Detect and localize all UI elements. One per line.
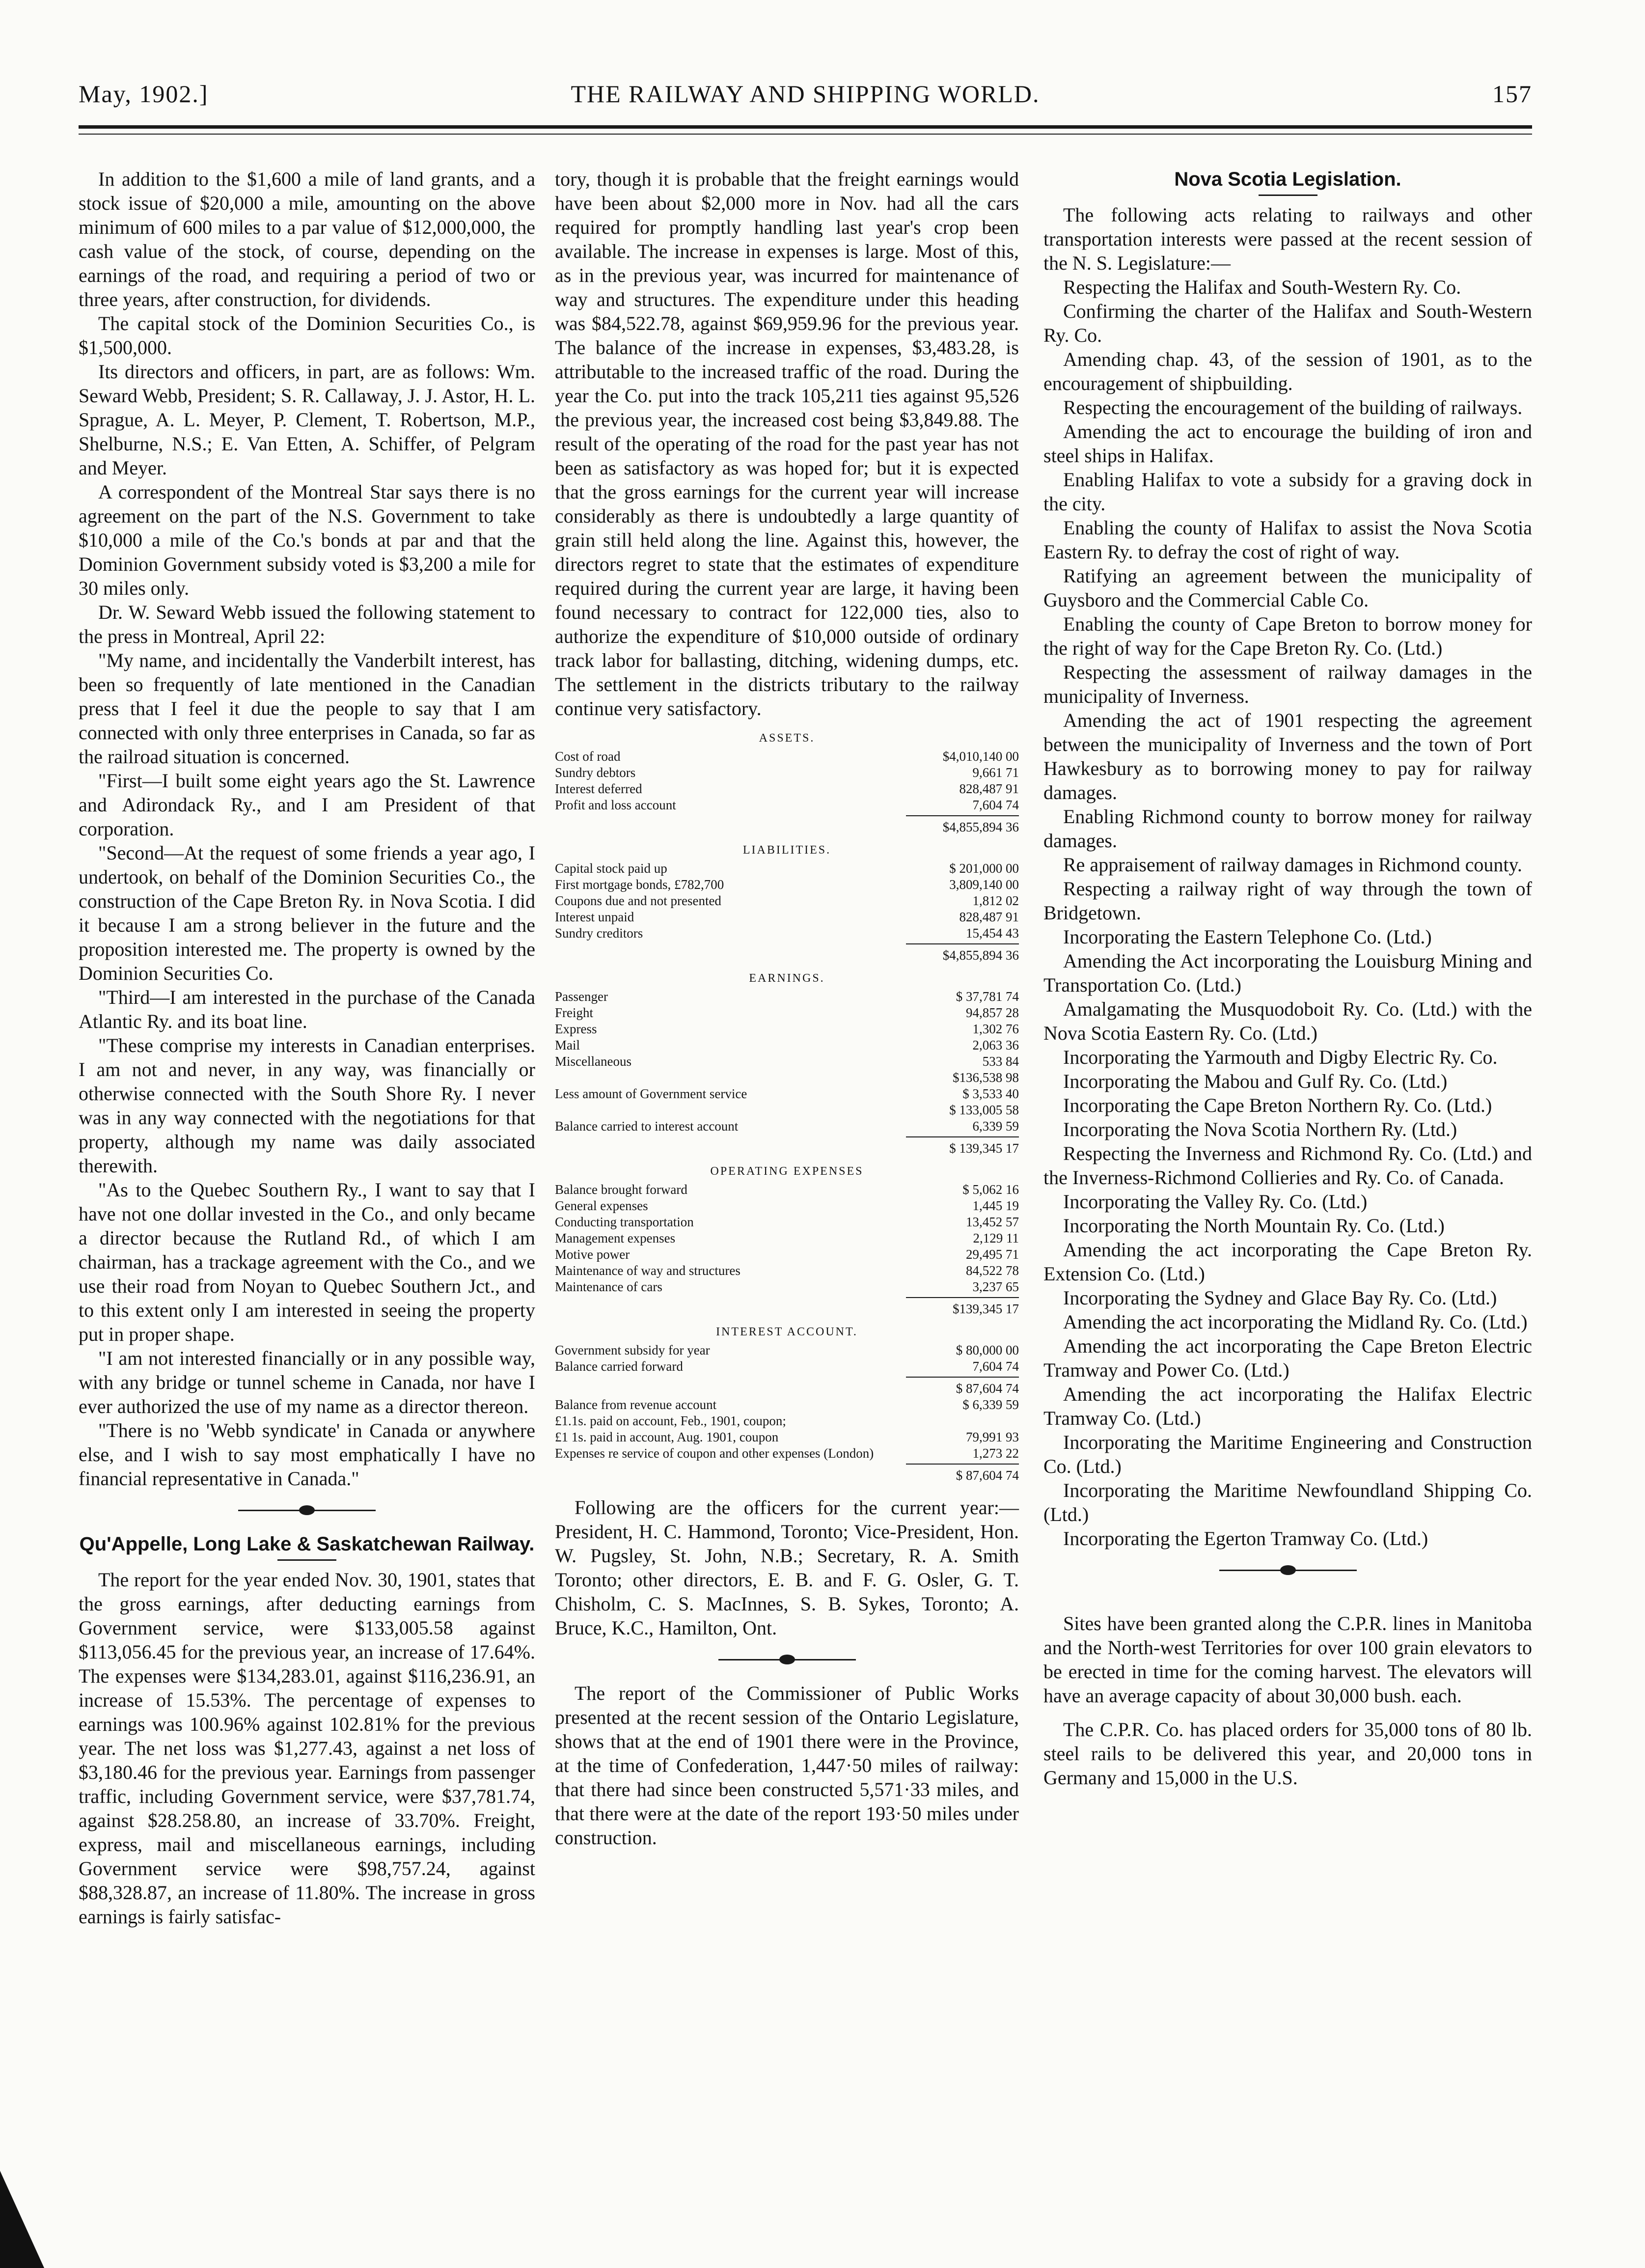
ledger-row: Interest deferred 828,487 91 [555,781,1019,796]
act-item: Incorporating the Mabou and Gulf Ry. Co. (Ltd.) [1063,1070,1448,1092]
scan-corner-shadow [0,2171,44,2268]
journal-title: THE RAILWAY AND SHIPPING WORLD. [571,80,1040,108]
liabilities-title: LIABILITIES. [742,844,831,857]
ledger-subtotal: $136,538 98 [953,1070,1019,1085]
earnings-title: EARNINGS. [749,972,825,985]
total-rule [906,1297,1019,1298]
ledger-row: Freight 94,857 28 [555,1005,1019,1020]
ledger-row: Capital stock paid up $ 201,000 00 [555,861,1019,876]
paragraph: The following acts relating to railways and other transportation interests were passed at the recent session of the N. S. Legislature:— [1043,204,1532,274]
column-left [79,167,535,1929]
section-ornament [238,1503,376,1517]
act-item: Amalgamating the Musquodoboit Ry. Co. (Ltd.) with the Nova Scotia Eastern Ry. Co. (Ltd.) [1043,998,1532,1044]
ledger-row: Mail 2,063 36 [555,1038,1019,1052]
issue-date: May, 1902.] [79,80,209,108]
interest-account-title: INTEREST ACCOUNT. [716,1326,858,1338]
ledger-row: £1 1s. paid in account, Aug. 1901, coupon 79,991 93 [555,1430,1019,1444]
paragraph: "These comprise my interests in Canadian enterprises. I am not and never, in any way, was financially or otherwise connected with the South Shore Ry. I never was in any way connected with the negotiations for that property, although my name was daily associated therewith. [79,1034,535,1177]
paragraph: "As to the Quebec Southern Ry., I want to say that I have not one dollar invested in the Co., and only became a director because the Rutland Rd., of which I am chairman, has a trackage agreement with the Co., and we use their road from Noyan to Quebec Southern Jct., and to this extent only I am interested in seeing the property put in proper shape. [79,1179,535,1345]
page-number: 157 [1492,80,1532,108]
act-item: Respecting the assessment of railway damages in the municipality of Inverness. [1043,661,1532,707]
ledger-row: Sundry creditors 15,454 43 [555,926,1019,940]
act-item: Incorporating the Maritime Engineering and Construction Co. (Ltd.) [1043,1431,1532,1477]
header-rule-thin [79,134,1532,135]
paragraph: Following are the officers for the current year:—President, H. C. Hammond, Toronto; Vice-President, Hon. W. Pugsley, St. John, N.B.; Secretary, R. A. Smith Toronto; other directors, E. B. and F. G. Osler, G. T. Chisholm, C. S. MacInnes, S. B. Sykes, Toronto; A. Bruce, K.C., Hamilton, Ont. [555,1496,1019,1639]
ledger-row: Interest unpaid 828,487 91 [555,910,1019,924]
ledger-row: Sundry debtors 9,661 71 [555,765,1019,780]
act-item: Re appraisement of railway damages in Richmond county. [1063,854,1522,876]
section-heading-quappelle: Qu'Appelle, Long Lake & Saskatchewan Railway. [79,1533,535,1555]
ledger-row: Expenses re service of coupon and other expenses (London) 1,273 22 [555,1446,1019,1461]
ledger-row: Balance carried to interest account 6,339 59 [555,1119,1019,1134]
ledger-row: Cost of road $4,010,140 00 [555,749,1019,764]
paragraph: "I am not interested financially or in any possible way, with any bridge or tunnel scheme in Canada, nor have I ever authorized the use of my name as a director thereon. [79,1347,535,1417]
header-rule-thick [79,125,1532,129]
act-item: Amending chap. 43, of the session of 1901, as to the encouragement of shipbuilding. [1043,348,1532,394]
ledger-row: Balance from revenue account $ 6,339 59 [555,1397,1019,1412]
ledger-row: Conducting transportation 13,452 57 [555,1215,1019,1229]
total-rule [906,1377,1019,1378]
ledger-subtotal: $ 87,604 74 [956,1381,1019,1396]
paragraph: tory, though it is probable that the freight earnings would have been about $2,000 more in Nov. had all the cars required for promptly handling last year's crop been available. The increase in expenses is large. Most of this, as in the previous year, was incurred for maintenance of way and structures. The expenditure under this heading was $84,522.78, against $69,959.96 for the previous year. The balance of the increase in expenses, $3,483.28, is attributable to the increased traffic of the road. During the year the Co. put into the track 105,211 ties against 95,526 the previous year, the increased cost being $3,849.88. The result of the operating of the road for the past year has not been as satisfactory as was hoped for; but it is expected that the gross earnings for the current year will increase considerably as there is undoubtedly a large quantity of grain still held along the line. Against this, however, the directors regret to state that the estimates of expenditure required during the current year are large, it having been found necessary to contract for 122,000 ties, also to authorize the expenditure of $10,000 outside of ordinary track labor for ballasting, ditching, widening dumps, etc. The settlement in the districts tributary to the railway continue very satisfactory. [555,168,1019,719]
paragraph: "My name, and incidentally the Vanderbilt interest, has been so frequently of late mentioned in the Canadian press that I feel it due the people to say that I am connected with only three enterprises in Canada, so far as the railroad situation is concerned. [79,649,535,768]
act-item: Amending the act of 1901 respecting the agreement between the municipality of Inverness and the town of Port Hawkesbury as to borrowing money to pay for railway damages. [1043,709,1532,803]
paragraph: "There is no 'Webb syndicate' in Canada or anywhere else, and I wish to say most emphatically I have no financial representative in Canada." [79,1419,535,1490]
act-item: Incorporating the Cape Breton Northern Ry. Co. (Ltd.) [1063,1094,1492,1116]
act-item: Respecting the encouragement of the building of railways. [1063,396,1523,418]
act-item: Ratifying an agreement between the municipality of Guysboro and the Commercial Cable Co. [1043,565,1532,611]
operating-expenses-title: OPERATING EXPENSES [710,1165,864,1178]
section-heading-nova-scotia: Nova Scotia Legislation. [1174,168,1401,190]
ledger-row: Passenger $ 37,781 74 [555,989,1019,1004]
assets-title: ASSETS. [759,732,815,745]
act-item: Incorporating the Valley Ry. Co. (Ltd.) [1063,1190,1368,1213]
paragraph: Its directors and officers, in part, are as follows: Wm. Seward Webb, President; S. R. Callaway, J. J. Astor, H. L. Sprague, A. L. Meyer, P. Clement, T. Robertson, M.P., Shelburne, N.S.; E. Van Etten, A. Schiffer, of Pelgram and Meyer. [79,360,535,479]
act-item: Respecting the Inverness and Richmond Ry. Co. (Ltd.) and the Inverness-Richmond Collieries and Ry. Co. of Canada. [1043,1142,1532,1189]
ledger-row: £1.1s. paid on account, Feb., 1901, coupon; [555,1413,786,1428]
paragraph: The C.P.R. Co. has placed orders for 35,000 tons of 80 lb. steel rails to be delivered this year, and 20,000 tons in Germany and 15,000 in the U.S. [1043,1718,1532,1789]
heading-rule [1259,194,1317,196]
ledger-total: $4,855,894 36 [942,948,1019,963]
ledger-row: Government subsidy for year $ 80,000 00 [555,1343,1019,1357]
paragraph: The capital stock of the Dominion Securities Co., is $1,500,000. [79,312,535,359]
paragraph: Dr. W. Seward Webb issued the following statement to the press in Montreal, April 22: [79,601,535,647]
act-item: Respecting a railway right of way through the town of Bridgetown. [1043,878,1532,924]
total-rule [906,943,1019,944]
ledger-row: Maintenance of way and structures 84,522 78 [555,1263,1019,1278]
paragraph: The report for the year ended Nov. 30, 1901, states that the gross earnings, after deducting earnings from Government service, were $133,005.58 against $113,056.45 for the previous year, an increase of 17.64%. The expenses were $134,283.01, against $116,236.91, an increase of 15.53%. The percentage of expenses to earnings was 100.96% against 102.81% for the previous year. The net loss was $1,277.43, against a net loss of $3,180.46 for the previous year. Earnings from passenger traffic, including Government service, were $37,781.74, against $28.258.80, an increase of 33.70%. Freight, express, mail and miscellaneous earnings, including Government service were $98,757.24, against $88,328.87, an increase of 11.80%. The increase in gross earnings is fairly satisfac- [79,1569,535,1928]
act-item: Enabling Richmond county to borrow money for railway damages. [1043,805,1532,852]
act-item: Incorporating the North Mountain Ry. Co. (Ltd.) [1063,1215,1445,1237]
paragraph: "Third—I am interested in the purchase of the Canada Atlantic Ry. and its boat line. [79,986,535,1032]
act-item: Confirming the charter of the Halifax and South-Western Ry. Co. [1043,300,1532,346]
act-item: Incorporating the Eastern Telephone Co. (Ltd.) [1063,926,1432,948]
act-item: Amending the act incorporating the Cape Breton Electric Tramway and Power Co. (Ltd.) [1043,1335,1532,1381]
total-rule [906,815,1019,816]
ledger-row: Balance brought forward $ 5,062 16 [555,1182,1019,1197]
ledger-row: Profit and loss account 7,604 74 [555,798,1019,812]
act-item: Incorporating the Sydney and Glace Bay Ry. Co. (Ltd.) [1063,1287,1497,1309]
ledger-subtotal: $ 133,005 58 [949,1103,1019,1117]
ledger-row: Balance carried forward 7,604 74 [555,1359,1019,1374]
ledger-total: $4,855,894 36 [942,820,1019,834]
ledger-row: Less amount of Government service $ 3,533 40 [555,1086,1019,1101]
paragraph: "First—I built some eight years ago the St. Lawrence and Adirondack Ry., and I am President of that corporation. [79,770,535,840]
heading-rule [277,1559,336,1561]
financial-statement [555,730,1019,1484]
ledger-row: First mortgage bonds, £782,700 3,809,140 00 [555,877,1019,892]
ledger-row: General expenses 1,445 19 [555,1198,1019,1213]
act-item: Amending the act to encourage the building of iron and steel ships in Halifax. [1043,420,1532,467]
act-item: Incorporating the Yarmouth and Digby Electric Ry. Co. [1063,1046,1498,1068]
act-item: Amending the act incorporating the Midland Ry. Co. (Ltd.) [1063,1311,1528,1333]
act-item: Incorporating the Maritime Newfoundland Shipping Co. (Ltd.) [1043,1479,1532,1525]
act-item: Enabling the county of Cape Breton to borrow money for the right of way for the Cape Breton Ry. Co. (Ltd.) [1043,613,1532,659]
total-rule [906,1464,1019,1465]
total-rule [906,1136,1019,1137]
act-item: Amending the Act incorporating the Louisburg Mining and Transportation Co. (Ltd.) [1043,950,1532,996]
paragraph: In addition to the $1,600 a mile of land grants, and a stock issue of $20,000 a mile, amounting on the above minimum of 600 miles to a par value of $12,000,000, the cash value of the stock, of course, depending on the earnings of the road, and requiring a period of two or three years, after construction, for dividends. [79,168,535,310]
section-ornament [718,1653,856,1666]
ledger-row: Motive power 29,495 71 [555,1247,1019,1262]
ledger-total: $ 87,604 74 [956,1468,1019,1483]
ledger-total: $ 139,345 17 [949,1141,1019,1156]
ledger-row: Miscellaneous 533 84 [555,1054,1019,1069]
act-item: Enabling Halifax to vote a subsidy for a graving dock in the city. [1043,469,1532,515]
act-item: Incorporating the Egerton Tramway Co. (Ltd.) [1063,1527,1428,1549]
ledger-row: Coupons due and not presented 1,812 02 [555,893,1019,908]
paragraph: The report of the Commissioner of Public Works presented at the recent session of the Ontario Legislature, shows that at the end of 1901 there were in the Province, at the time of Confederation, 1,447·50 miles of railway: that there had since been constructed 5,571·33 miles, and that there were at the date of the report 193·50 miles under construction. [555,1682,1019,1849]
ledger-row: Express 1,302 76 [555,1022,1019,1036]
act-item: Enabling the county of Halifax to assist the Nova Scotia Eastern Ry. to defray the cost of right of way. [1043,517,1532,563]
ledger-row: Management expenses 2,129 11 [555,1231,1019,1245]
act-item: Respecting the Halifax and South-Western Ry. Co. [1063,276,1461,298]
page-header [79,80,1532,114]
act-item: Amending the act incorporating the Cape Breton Ry. Extension Co. (Ltd.) [1043,1239,1532,1285]
ledger-row: Maintenance of cars 3,237 65 [555,1279,1019,1294]
act-item: Amending the act incorporating the Halifax Electric Tramway Co. (Ltd.) [1043,1383,1532,1429]
ledger-total: $139,345 17 [953,1301,1019,1316]
section-ornament [1219,1563,1357,1577]
paragraph: "Second—At the request of some friends a year ago, I undertook, on behalf of the Dominion Securities Co., the construction of the Cape Breton Ry. in Nova Scotia. I did it because I am a strong believer in the future and the proposition interested me. The property is owned by the Dominion Securities Co. [79,842,535,984]
paragraph: Sites have been granted along the C.P.R. lines in Manitoba and the North-west Territories for over 100 grain elevators to be erected in time for the coming harvest. The elevators will have an average capacity of about 30,000 bush. each. [1043,1612,1532,1707]
paragraph: A correspondent of the Montreal Star says there is no agreement on the part of the N.S. Government to take $10,000 a mile of the Co.'s bonds at par and that the Dominion Government subsidy voted is $3,200 a mile for 30 miles only. [79,481,535,599]
act-item: Incorporating the Nova Scotia Northern Ry. (Ltd.) [1063,1118,1457,1140]
column-right [1043,167,1532,1790]
column-middle [555,167,1019,1850]
